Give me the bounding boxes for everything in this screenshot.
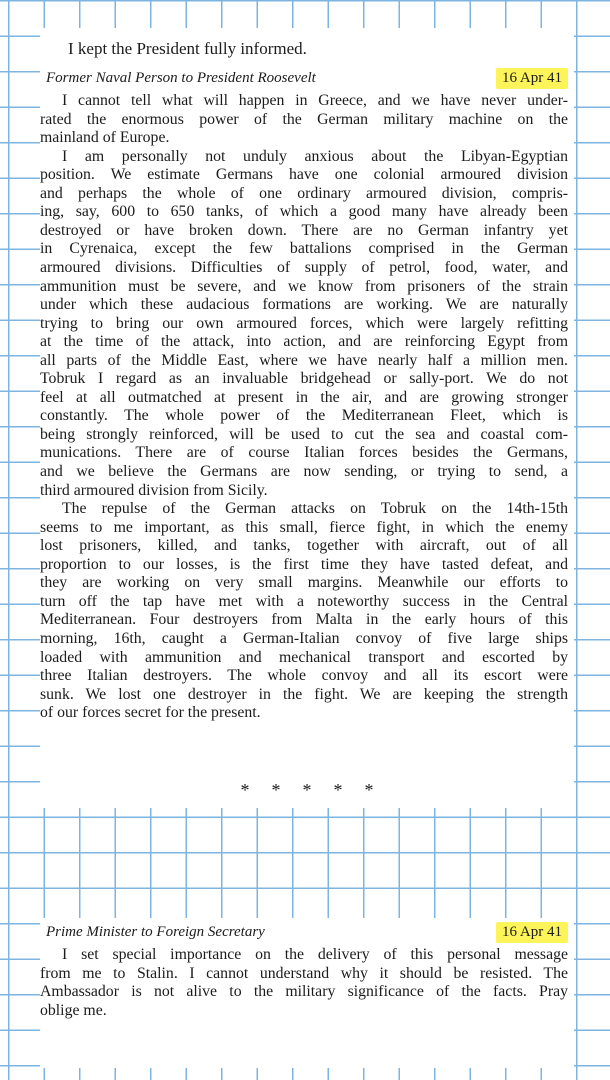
text-line: I set special importance on the delivery of this personal message bbox=[62, 946, 568, 963]
text-line: third armoured division from Sicily. bbox=[40, 481, 268, 499]
letter-header bbox=[46, 922, 568, 944]
text-line: munications. There are of course Italian forces besides the Germans, bbox=[40, 444, 568, 462]
text-line: Mediterranean. Four destroyers from Malta in the early hours of this bbox=[40, 611, 568, 629]
text-line: I cannot tell what will happen in Greece, and we have never under- bbox=[62, 92, 568, 109]
section-separator: * * * * * bbox=[240, 780, 374, 800]
text-line: from me to Stalin. I cannot understand why it should be resisted. The bbox=[40, 964, 568, 982]
text-line: ammunition must be severe, and we know from prisoners of the strain bbox=[40, 277, 568, 295]
letter-heading: Prime Minister to Foreign Secretary bbox=[46, 924, 265, 940]
text-line: The repulse of the German attacks on Tobruk on the 14th-15th bbox=[62, 500, 568, 518]
text-line: mainland of Europe. bbox=[40, 129, 170, 147]
text-line: of our forces secret for the present. bbox=[40, 704, 261, 722]
text-line: they are working on very small margins. Meanwhile our efforts to bbox=[40, 574, 568, 592]
text-line: being strongly reinforced, will be used to cut the sea and coastal com- bbox=[40, 425, 568, 443]
text-line: at the time of the attack, into action, and are reinforcing Egypt from bbox=[40, 333, 568, 351]
text-line: armoured divisions. Difficulties of supply of petrol, food, water, and bbox=[40, 258, 568, 276]
book-page bbox=[40, 28, 574, 1068]
letter-panel-foreign-secretary bbox=[40, 918, 574, 1068]
text-line: destroyed or have broken down. There are no German infantry yet bbox=[40, 221, 568, 239]
text-line: and perhaps the whole of one ordinary armoured division, compris- bbox=[40, 184, 568, 202]
text-line: rated the enormous power of the German military machine on the bbox=[40, 110, 568, 128]
intro-line: I kept the President fully informed. bbox=[68, 39, 307, 58]
text-line: under which these audacious formations are working. We are naturally bbox=[40, 296, 568, 314]
letter-header bbox=[46, 68, 568, 90]
text-line: and we believe the Germans are now sending, or trying to send, a bbox=[40, 463, 568, 480]
text-line: constantly. The whole power of the Mediterranean Fleet, which is bbox=[40, 407, 568, 425]
letter-panel-roosevelt bbox=[40, 28, 574, 808]
text-line: seems to me important, as this small, fierce fight, in which the enemy bbox=[40, 518, 568, 536]
text-line: proportion to our losses, is the first time they have tasted defeat, and bbox=[40, 555, 568, 573]
text-line: Tobruk I regard as an invaluable bridgehead or sally-port. We do not bbox=[40, 370, 568, 388]
text-line: oblige me. bbox=[40, 1001, 107, 1019]
text-line: three Italian destroyers. The whole convoy and all its escort were bbox=[40, 667, 568, 685]
text-line: Ambassador is not alive to the military significance of the facts. Pray bbox=[40, 983, 568, 1001]
text-line: all parts of the Middle East, where we have nearly half a million men. bbox=[40, 351, 568, 369]
text-line: ing, say, 600 to 650 tanks, of which a good many have already been bbox=[40, 203, 568, 221]
text-line: position. We estimate Germans have one colonial armoured division bbox=[40, 166, 568, 184]
text-line: morning, 16th, caught a German-Italian convoy of five large ships bbox=[40, 629, 568, 647]
text-line: in Cyrenaica, except the few battalions comprised in the German bbox=[40, 240, 568, 258]
letter-date: 16 Apr 41 bbox=[496, 68, 568, 89]
letter-date: 16 Apr 41 bbox=[496, 922, 568, 943]
text-line: feel at all outmatched at present in the air, and are growing stronger bbox=[40, 388, 568, 406]
text-line: I am personally not unduly anxious about the Libyan-Egyptian bbox=[62, 147, 568, 165]
text-line: trying to bring our own armoured forces, which were largely refitting bbox=[40, 314, 568, 332]
letter-heading: Former Naval Person to President Roosevelt bbox=[46, 70, 316, 86]
text-line: lost prisoners, killed, and tanks, together with aircraft, out of all bbox=[40, 537, 568, 555]
text-line: loaded with ammunition and mechanical transport and escorted by bbox=[40, 648, 568, 666]
text-line: sunk. We lost one destroyer in the fight. We are keeping the strength bbox=[40, 685, 568, 703]
text-line: turn off the tap have met with a noteworthy success in the Central bbox=[40, 592, 568, 610]
